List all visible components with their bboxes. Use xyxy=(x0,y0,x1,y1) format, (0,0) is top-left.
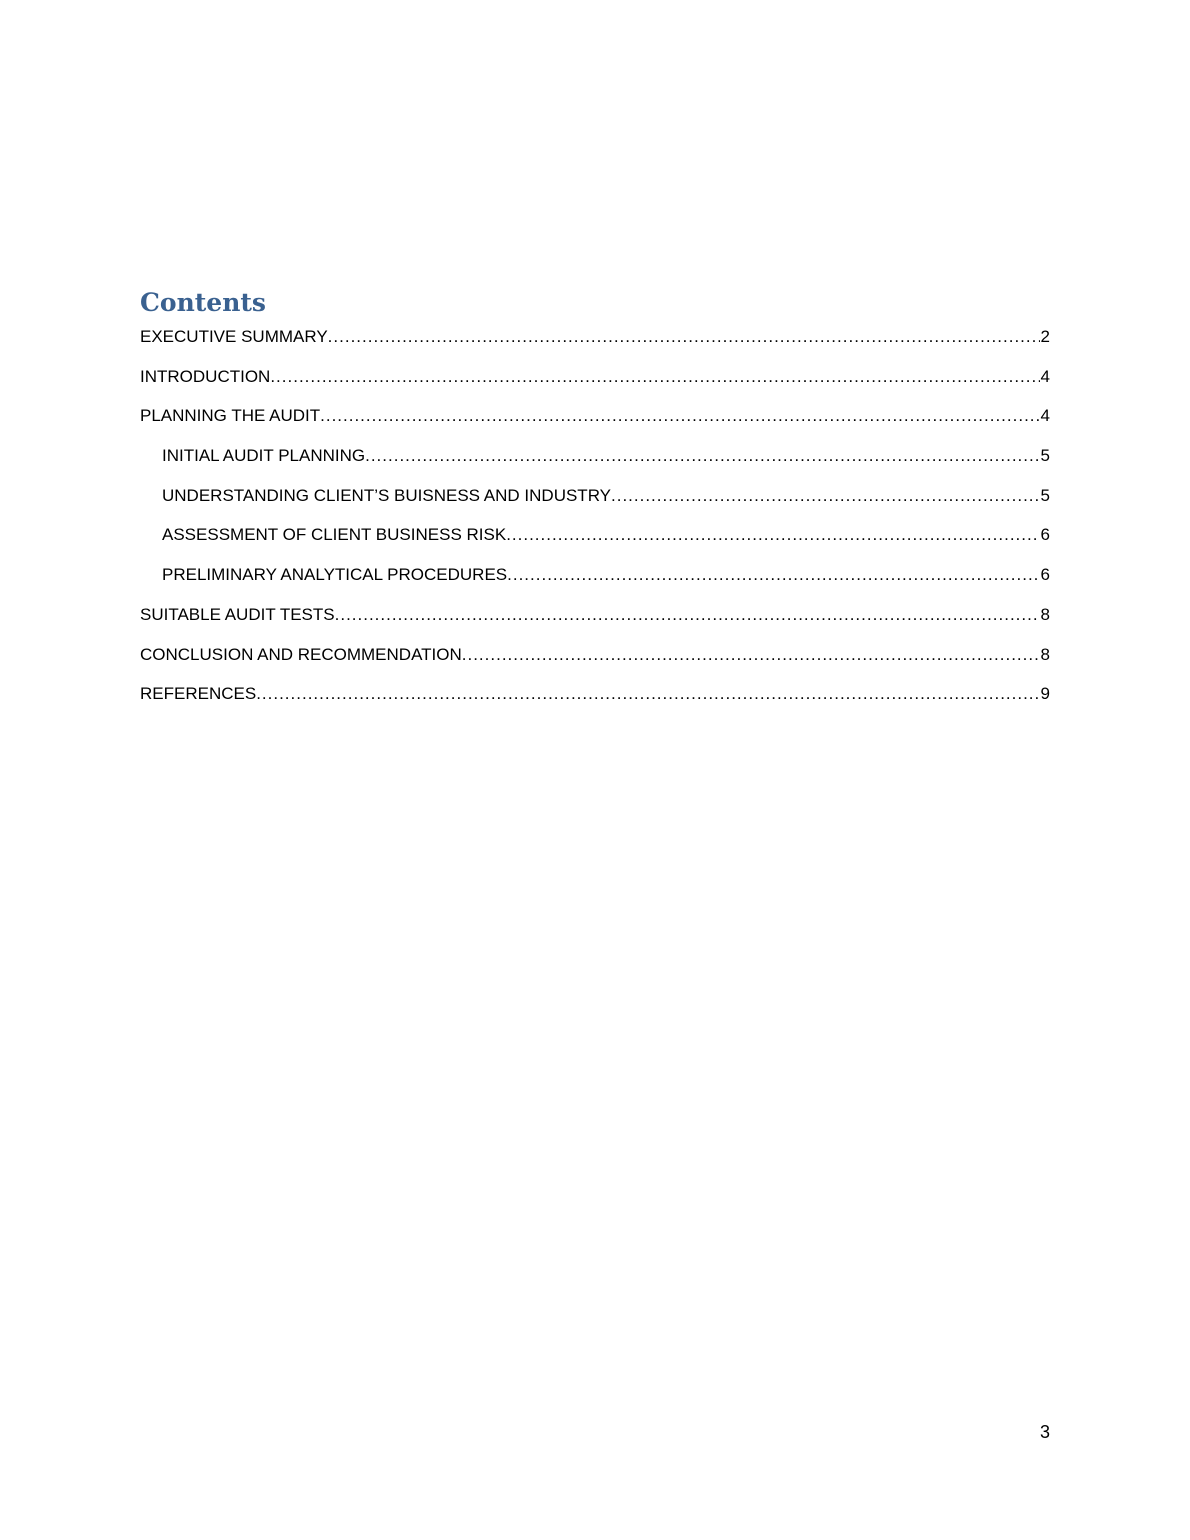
toc-leader-dots xyxy=(365,441,1039,471)
toc-entry-page: 6 xyxy=(1040,565,1050,585)
toc-entry-executive-summary[interactable] xyxy=(140,322,1050,362)
toc-entry-assessment-of-client-business-risk[interactable] xyxy=(140,520,1050,560)
toc-entry-label: PLANNING THE AUDIT xyxy=(140,406,321,426)
toc-entry-page: 4 xyxy=(1040,406,1050,426)
toc-entry-page: 8 xyxy=(1040,644,1050,664)
toc-entry-page: 9 xyxy=(1040,684,1050,704)
toc-leader-dots xyxy=(270,362,1039,392)
toc-leader-dots xyxy=(462,640,1040,670)
toc-entry-page: 2 xyxy=(1040,327,1050,346)
toc-entry-page: 5 xyxy=(1040,446,1050,466)
toc-entry-label: ASSESSMENT OF CLIENT BUSINESS RISK xyxy=(162,525,507,545)
toc-entry-label: CONCLUSION AND RECOMMENDATION xyxy=(140,644,462,664)
toc-entry-introduction[interactable] xyxy=(140,362,1050,402)
toc-entry-label: EXECUTIVE SUMMARY xyxy=(140,327,328,346)
toc-leader-dots xyxy=(506,520,1039,550)
toc-leader-dots xyxy=(611,481,1040,511)
toc-entry-label: PRELIMINARY ANALYTICAL PROCEDURES xyxy=(162,565,508,585)
toc-entry-planning-the-audit[interactable] xyxy=(140,401,1050,441)
toc-entry-references[interactable] xyxy=(140,679,1050,719)
toc-entry-page: 8 xyxy=(1040,604,1050,624)
toc-leader-dots xyxy=(335,600,1040,630)
toc-entry-page: 5 xyxy=(1040,485,1050,505)
toc-heading: Contents xyxy=(140,288,267,317)
toc-entry-page: 4 xyxy=(1040,366,1050,386)
toc-entry-suitable-audit-tests[interactable] xyxy=(140,600,1050,640)
toc-entry-label: SUITABLE AUDIT TESTS xyxy=(140,604,335,624)
toc-leader-dots xyxy=(320,401,1039,431)
page-number: 3 xyxy=(1039,1422,1050,1442)
toc-entry-label: REFERENCES xyxy=(140,684,257,704)
toc-entry-understanding-client-business[interactable] xyxy=(140,481,1050,521)
toc-leader-dots xyxy=(328,322,1040,352)
toc-entry-preliminary-analytical-procedures[interactable] xyxy=(140,560,1050,600)
toc-entry-label: INTRODUCTION xyxy=(140,366,271,386)
toc-entry-page: 6 xyxy=(1040,525,1050,545)
table-of-contents xyxy=(140,322,1050,719)
toc-entry-label: UNDERSTANDING CLIENT’S BUISNESS AND INDUSTRY xyxy=(162,485,611,505)
toc-entry-initial-audit-planning[interactable] xyxy=(140,441,1050,481)
toc-entry-label: INITIAL AUDIT PLANNING xyxy=(162,446,366,466)
toc-leader-dots xyxy=(507,560,1039,590)
toc-entry-conclusion-and-recommendation[interactable] xyxy=(140,640,1050,680)
toc-leader-dots xyxy=(256,679,1039,709)
